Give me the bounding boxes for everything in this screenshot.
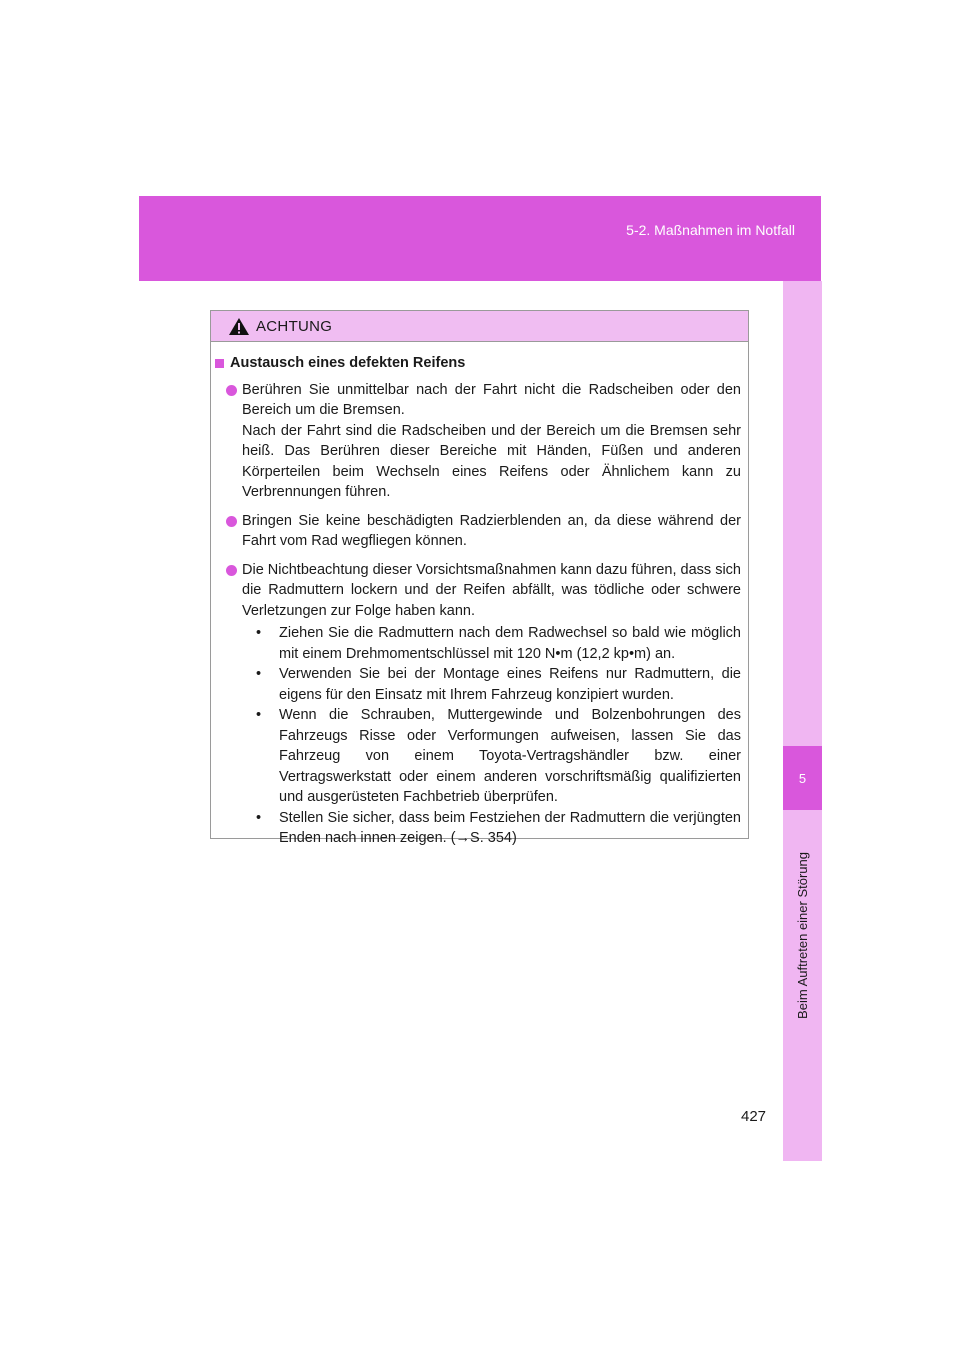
section-heading <box>215 353 741 374</box>
warning-title: ACHTUNG <box>256 317 333 335</box>
bullet-dot-icon <box>226 385 237 396</box>
chapter-label-text: Beim Auftreten einer Störung <box>795 851 810 1019</box>
sub-list-item: • Stellen Sie sicher, dass beim Festziehen der Radmuttern die verjüngten Enden nach innen zeigen. (→S. 354) <box>256 809 741 846</box>
warning-item <box>215 511 741 552</box>
warning-item-text: Die Nichtbeachtung dieser Vorsichtsmaßnahmen kann dazu führen, dass sich die Radmuttern lockern und der Reifen abfällt, was tödliche oder schwere Verletzungen zur Folge haben kann. <box>242 561 741 619</box>
header-band <box>139 196 821 281</box>
sub-list-item-text: Stellen Sie sicher, dass beim Festziehen der Radmuttern die verjüngten Enden nach innen zeigen. (→S. 354) <box>279 809 741 846</box>
warning-triangle-icon <box>228 317 250 336</box>
sub-list-item: • Wenn die Schrauben, Muttergewinde und Bolzenbohrungen des Fahrzeugs Risse oder Verformungen aufweisen, lassen Sie das Fahrzeug von einem Toyota-Vertragshändler bzw. einer Vertragswerkstatt oder einem anderen vorschriftsmäßig qualifizierten und ausgerüsteten Fachbetrieb überprüfen. <box>256 707 741 805</box>
warning-body <box>211 342 748 849</box>
warning-item <box>215 560 741 849</box>
warning-box <box>210 310 749 846</box>
warning-item-text: Berühren Sie unmittelbar nach der Fahrt nicht die Radscheiben oder den Bereich um die Bremsen. <box>242 381 741 418</box>
sub-list-item: • Ziehen Sie die Radmuttern nach dem Radwechsel so bald wie möglich mit einem Drehmomentschlüssel mit 120 N•m (12,2 kp•m) an. <box>256 625 741 662</box>
section-heading-text: Austausch eines defekten Reifens <box>230 355 466 371</box>
bullet-dot-icon <box>226 565 237 576</box>
sub-list-item: • Verwenden Sie bei der Montage eines Reifens nur Radmuttern, die eigens für den Einsatz mit Ihrem Fahrzeug konzipiert wurden. <box>256 666 741 703</box>
chapter-number: 5 <box>783 746 822 810</box>
sub-list <box>242 623 741 849</box>
sub-list-item-text: Ziehen Sie die Radmuttern nach dem Radwechsel so bald wie möglich mit einem Drehmomentschlüssel mit 120 N•m (12,2 kp•m) an. <box>279 625 741 662</box>
chapter-label <box>783 820 822 1050</box>
bullet-dot-icon <box>226 516 237 527</box>
warning-item <box>215 380 741 503</box>
sub-list-item-text: Verwenden Sie bei der Montage eines Reifens nur Radmuttern, die eigens für den Einsatz mit Ihrem Fahrzeug konzipiert wurden. <box>279 666 741 703</box>
square-bullet-icon <box>215 359 224 368</box>
warning-header <box>211 311 748 342</box>
warning-item-text: Bringen Sie keine beschädigten Radzierblenden an, da diese während der Fahrt vom Rad wegfliegen können. <box>242 512 741 549</box>
section-title: 5-2. Maßnahmen im Notfall <box>626 222 795 238</box>
warning-item-text: Nach der Fahrt sind die Radscheiben und der Bereich um die Bremsen sehr heiß. Das Berühren dieser Bereiche mit Händen, Füßen und anderen Körperteilen beim Wechseln eines Reifens oder Ähnlichem kann zu Verbrennungen führen. <box>242 422 741 500</box>
sub-list-item-text: Wenn die Schrauben, Muttergewinde und Bolzenbohrungen des Fahrzeugs Risse oder Verformungen aufweisen, lassen Sie das Fahrzeug von einem Toyota-Vertragshändler bzw. einer Vertragswerkstatt oder einem anderen vorschriftsmäßig qualifizierten und ausgerüsteten Fachbetrieb überprüfen. <box>279 707 741 805</box>
page-number: 427 <box>741 1108 767 1125</box>
